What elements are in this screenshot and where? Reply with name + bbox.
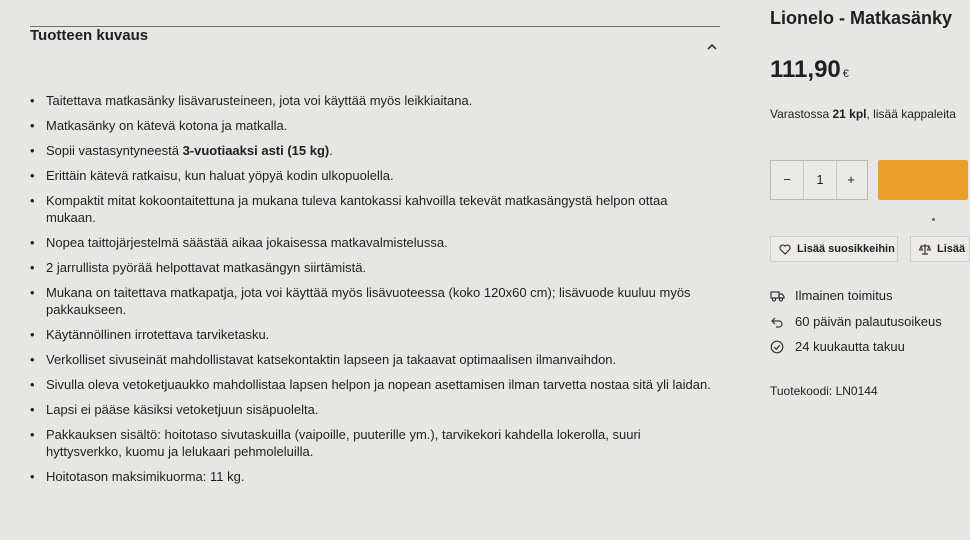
- feature-list: [28, 92, 718, 493]
- product-price: [770, 56, 849, 84]
- compare-button[interactable]: Lisää: [910, 236, 970, 262]
- feature-item: • Käytännöllinen irrotettava tarviketasku.: [28, 326, 718, 343]
- feature-item: • Sivulla oleva vetoketjuaukko mahdollistaa lapsen helpon ja nopean asettamisen ilman tarvetta nostaa sitä yli laidan.: [28, 376, 718, 393]
- check-circle-icon: [770, 340, 785, 354]
- product-title: Lionelo - Matkasänky: [770, 8, 953, 28]
- stock-count: 21 kpl: [832, 107, 867, 121]
- return-arrow-icon: [770, 316, 785, 328]
- quantity-stepper[interactable]: [770, 160, 868, 200]
- feature-item: • Nopea taittojärjestelmä säästää aikaa jokaisessa matkavalmistelussa.: [28, 234, 718, 251]
- feature-item: • Verkolliset sivuseinät mahdollistavat katsekontaktin lapseen ja takaavat optimaalisen ilmanvaihdon.: [28, 351, 718, 368]
- currency-symbol: €: [842, 68, 849, 80]
- quantity-increase-button[interactable]: +: [847, 172, 855, 187]
- add-to-cart-button[interactable]: [878, 160, 968, 200]
- feature-item: • Matkasänky on kätevä kotona ja matkalla.: [28, 117, 718, 134]
- scale-icon: [919, 243, 931, 255]
- feature-item: • Hoitotason maksimikuorma: 11 kg.: [28, 468, 718, 485]
- truck-icon: [770, 290, 785, 302]
- feature-item: • Taitettava matkasänky lisävarusteineen, jota voi käyttää myös leikkiaitana.: [28, 92, 718, 109]
- feature-item: • Kompaktit mitat kokoontaitettuna ja mukana tuleva kantokassi kahvoilla tekevät matkasängystä helpon ottaa mukaan.: [28, 192, 718, 226]
- feature-item: • Mukana on taitettava matkapatja, jota voi käyttää myös lisävuoteessa (koko 120x60 cm); lisävuode kuuluu myös pakkaukseen.: [28, 284, 718, 318]
- decorative-dot: [932, 218, 935, 221]
- feature-item: • Lapsi ei pääse käsiksi vetoketjuun sisäpuolelta.: [28, 401, 718, 418]
- description-title[interactable]: Tuotteen kuvaus: [30, 27, 149, 44]
- add-to-wishlist-button[interactable]: Lisää suosikkeihin: [770, 236, 898, 262]
- perk-warranty: 24 kuukautta takuu: [770, 339, 905, 354]
- feature-item: • Erittäin kätevä ratkaisu, kun haluat yöpyä kodin ulkopuolella.: [28, 167, 718, 184]
- quantity-decrease-button[interactable]: −: [783, 172, 791, 187]
- feature-item: • Pakkauksen sisältö: hoitotaso sivutaskuilla (vaipoille, puuterille ym.), tarvikekori kahdella lokerolla, suuri hyttysverkko, kuomu ja lelukaari pehmoleluilla.: [28, 426, 718, 460]
- chevron-up-icon[interactable]: [705, 40, 719, 54]
- perk-return-policy: 60 päivän palautusoikeus: [770, 314, 942, 329]
- stock-info: Varastossa 21 kpl, lisää kappaleita: [770, 107, 956, 121]
- perk-free-delivery: Ilmainen toimitus: [770, 288, 893, 303]
- quantity-input[interactable]: 1: [803, 161, 837, 199]
- product-code: Tuotekoodi: LN0144: [770, 384, 878, 398]
- price-value: 111,90: [770, 56, 841, 83]
- heart-icon: [779, 244, 791, 255]
- feature-item: • Sopii vastasyntyneestä 3-vuotiaaksi asti (15 kg).: [28, 142, 718, 159]
- feature-item: • 2 jarrullista pyörää helpottavat matkasängyn siirtämistä.: [28, 259, 718, 276]
